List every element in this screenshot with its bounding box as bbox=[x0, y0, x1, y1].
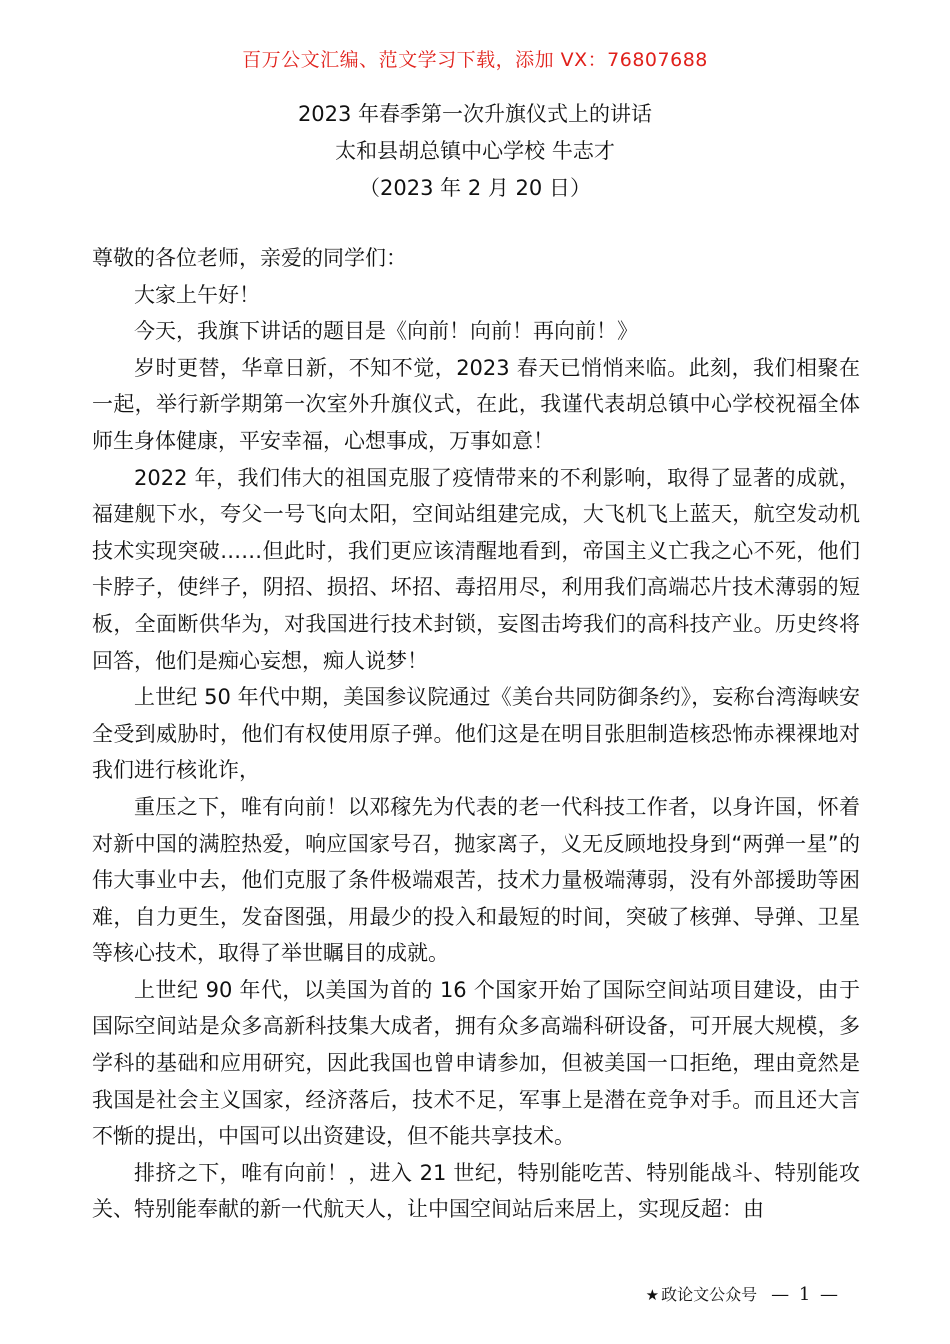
paragraph: 排挤之下，唯有向前！，进入 21 世纪，特别能吃苦、特别能战斗、特别能攻关、特别能奉献的新一代航天人，让中国空间站后来居上，实现反超：由 bbox=[92, 1160, 860, 1222]
title-block bbox=[0, 96, 950, 207]
header-banner: 百万公文汇编、范文学习下载，添加 VX：76807688 bbox=[242, 49, 708, 71]
speech-body bbox=[92, 240, 860, 1228]
page-number: — 1 — bbox=[771, 1284, 840, 1305]
paragraph: 今天，我旗下讲话的题目是《向前！向前！再向前！》 bbox=[134, 319, 638, 344]
paragraph: 2022 年，我们伟大的祖国克服了疫情带来的不利影响，取得了显著的成就，福建舰下水，夸父一号飞向太阳，空间站组建完成，大飞机飞上蓝天，航空发动机技术实现突破……但此时，我们更应该清醒地看到，帝国主义亡我之心不死，他们卡脖子，使绊子，阴招、损招、坏招、毒招用尽，利用我们高端芯片技术薄弱的短板，全面断供华为，对我国进行技术封锁，妄图击垮我们的高科技产业。历史终将回答，他们是痴心妄想，痴人说梦！ bbox=[92, 465, 860, 673]
salutation: 尊敬的各位老师，亲爱的同学们： bbox=[92, 246, 407, 270]
paragraph: 岁时更替，华章日新，不知不觉，2023 春天已悄悄来临。此刻，我们相聚在一起，举行新学期第一次室外升旗仪式，在此，我谨代表胡总镇中心学校祝福全体师生身体健康，平安幸福，心想事成，万事如意！ bbox=[92, 355, 860, 453]
speech-author: 太和县胡总镇中心学校 牛志才 bbox=[335, 139, 615, 163]
paragraph: 上世纪 90 年代，以美国为首的 16 个国家开始了国际空间站项目建设，由于国际空间站是众多高新科技集大成者，拥有众多高端科研设备，可开展大规模，多学科的基础和应用研究，因此我国也曾申请参加，但被美国一口拒绝，理由竟然是我国是社会主义国家，经济落后，技术不足，军事上是潜在竞争对手。而且还大言不惭的提出，中国可以出资建设，但不能共享技术。 bbox=[92, 977, 860, 1149]
star-icon: ★ bbox=[645, 1286, 660, 1304]
paragraph: 上世纪 50 年代中期，美国参议院通过《美台共同防御条约》，妄称台湾海峡安全受到威胁时，他们有权使用原子弹。他们这是在明目张胆制造核恐怖赤裸裸地对我们进行核讹诈， bbox=[92, 685, 860, 783]
paragraph: 大家上午好！ bbox=[134, 282, 260, 307]
speech-date: （2023 年 2 月 20 日） bbox=[359, 176, 591, 200]
page-footer bbox=[646, 1282, 840, 1308]
footer-source: 政论文公众号 bbox=[661, 1285, 758, 1304]
speech-title: 2023 年春季第一次升旗仪式上的讲话 bbox=[297, 102, 653, 126]
paragraph: 重压之下，唯有向前！以邓稼先为代表的老一代科技工作者，以身许国，怀着对新中国的满腔热爱，响应国家号召，抛家离子，义无反顾地投身到“两弹一星”的伟大事业中去，他们克服了条件极端艰苦，技术力量极端薄弱，没有外部援助等困难，自力更生，发奋图强，用最少的投入和最短的时间，突破了核弹、导弹、卫星等核心技术，取得了举世瞩目的成就。 bbox=[92, 794, 860, 966]
